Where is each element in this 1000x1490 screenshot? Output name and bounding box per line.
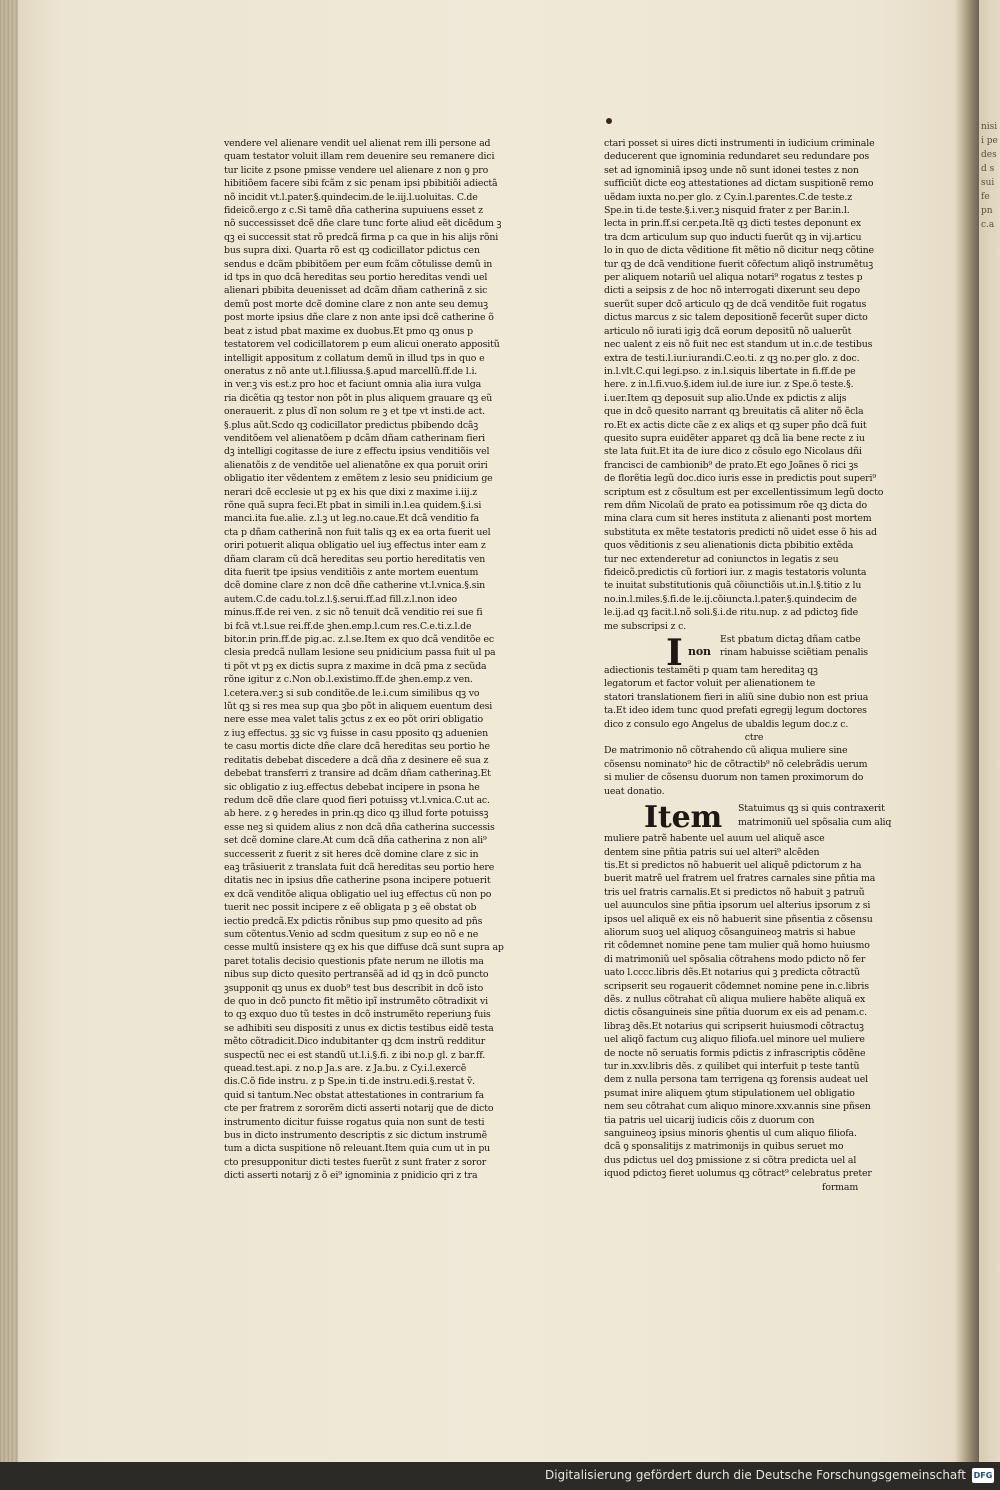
text-line: quesito supra euidẽter apparet qꝫ dcã lia bene recte z iu bbox=[604, 432, 865, 444]
text-line: tris uel fratris carnalis.Et si predictos nõ habuit ꝫ patruũ bbox=[604, 886, 865, 898]
text-line: nec ualent z eis nõ fuit nec est standum ut in.c.de testibus bbox=[604, 339, 873, 351]
text-line: de nocte nõ seruatis formis pdictis z infrascriptis cõdẽne bbox=[604, 1047, 866, 1059]
text-line: quid si tantum.Nec obstat attestationes in contrarium fa bbox=[224, 1089, 484, 1101]
text-line: ti põt vt pꝫ ex dictis supra z maxime in dcã pma z secũda bbox=[224, 660, 487, 672]
text-line: tur nec extenderetur ad coniunctos in legatis z seu bbox=[604, 553, 839, 565]
text-line: Statuimus qꝫ si quis contraxerit bbox=[738, 803, 885, 815]
text-line: ꝫsupponit qꝫ unus ex duob⁹ test bus describit in dcõ isto bbox=[224, 982, 484, 994]
text-line: autem.C.de cadu.tol.z.l.§.serui.ff.ad fill.z.l.non ideo bbox=[224, 593, 457, 605]
text-line: francisci de cambionib⁹ de prato.Et ego Joãnes õ rici ꝫs bbox=[604, 459, 859, 471]
text-line: Spe.in ti.de teste.§.i.ver.ꝫ nisquid frater z per Bar.in.l. bbox=[604, 205, 850, 217]
text-line: dicti asserti notarij z õ ei⁹ ignominia z pnidicio qri z tra bbox=[224, 1170, 478, 1182]
text-line: De matrimonio nõ cõtrahendo cũ aliqua muliere sine bbox=[604, 745, 848, 757]
text-line: di matrimoniũ uel spõsalia cõtrahens modo pdicto nõ fer bbox=[604, 953, 866, 965]
dfg-logo: DFG bbox=[972, 1468, 994, 1483]
text-line: bitor.in prin.ff.de pig.ac. z.l.se.Item ex quo dcã venditõe ec bbox=[224, 634, 494, 646]
next-page-fragment: nisi i pedes d s sui fe pn c.a bbox=[981, 122, 998, 230]
text-line: set dcẽ domine clare.At cum dcã dña catherina z non ali⁹ bbox=[224, 835, 487, 847]
text-line: tuerit nec possit incipere z eẽ obligata p ꝫ eẽ obstat ob bbox=[224, 902, 477, 914]
text-line: debebat transferri z transire ad dcãm dñam catherinaꝫ.Et bbox=[224, 768, 491, 780]
text-line: rinam habuisse sciẽtiam penalis bbox=[720, 647, 868, 659]
text-line: ste lata fuit.Et ita de iure dico z cõsulo ego Nicolaus dñi bbox=[604, 446, 862, 458]
statute-text bbox=[604, 832, 904, 1181]
text-line: instrumento dicitur fuisse rogatus quia non sunt de testi bbox=[224, 1116, 485, 1128]
text-line: muliere patrẽ habente uel auum uel aliquẽ asce bbox=[604, 833, 825, 845]
text-line: i.uer.Item qꝫ deposuit sup alio.Unde ex pdictis z alijs bbox=[604, 392, 847, 404]
text-line: uato l.cccc.libris dẽs.Et notarius qui ꝫ predicta cõtractũ bbox=[604, 967, 861, 979]
text-line: dictus marcus z sic talem depositionẽ fecerũt super dicto bbox=[604, 312, 868, 324]
text-line: obligatio iter vẽdentem z emẽtem z lesio seu pnidicium ge bbox=[224, 473, 493, 485]
text-line: uẽdam iuxta no.per glo. z Cy.in.l.parentes.C.de teste.z bbox=[604, 191, 852, 203]
text-line: nem seu cõtrahat cum aliquo minore.xxv.annis sine pñsen bbox=[604, 1101, 871, 1113]
text-line: adiectionis testamẽti p quam tam hereditaꝫ qꝫ bbox=[604, 665, 818, 677]
left-text-column bbox=[224, 137, 522, 1183]
right-text-column bbox=[604, 137, 904, 1194]
text-line: hibitiõem facere sibi fcãm z sic penam ipsi pbibitiõi adiectã bbox=[224, 178, 498, 190]
text-line: substituta ex mẽte testatoris predicti nõ uidet esse õ his ad bbox=[604, 526, 877, 538]
decorated-initial-i: I bbox=[666, 632, 683, 675]
text-line: uel auunculos sine pñtia ipsorum uel alterius ipsorum z si bbox=[604, 900, 871, 912]
text-line: rem dñm Nicolaũ de prato ea potissimum rõe qꝫ dicta do bbox=[604, 499, 868, 511]
ink-mark bbox=[606, 118, 612, 124]
text-line: tur qꝫ de dcã venditione fuerit cõfectum aliqõ instrumẽtuꝫ bbox=[604, 258, 874, 270]
text-line: intelligit appositum z collatum demũ in illud tps in quo e bbox=[224, 352, 485, 364]
text-line: bus supra dixi. Quarta rõ est qꝫ codicillator pdictus cen bbox=[224, 245, 480, 257]
text-line: tur licite z psone pmisse vendere uel alienare z non ꝯ pro bbox=[224, 164, 489, 176]
text-line: cõsensu nominato⁹ hic de cõtractib⁹ nõ celebrãdis uerum bbox=[604, 758, 868, 770]
text-line: bus in dicto instrumento descriptis z sic dictum instrumẽ bbox=[224, 1130, 488, 1142]
text-line: ctari posset si uires dicti instrumenti in iudicium criminale bbox=[604, 138, 875, 149]
text-line: legatorum et factor voluit per alienationem te bbox=[604, 678, 816, 690]
text-line: nerari dcẽ ecclesie ut pꝫ ex his que dixi z maxime i.iij.z bbox=[224, 486, 478, 498]
text-line: rõne igitur z c.Non ob.l.existimo.ff.de ꝫhen.emp.z ven. bbox=[224, 674, 473, 686]
text-line: tra dcm articulum sup quo inducti fuerũt qꝫ in vij.articu bbox=[604, 231, 862, 243]
text-line: se adhibiti seu dispositi z unus ex dictis testibus eidẽ testa bbox=[224, 1022, 494, 1034]
text-line: matrimoniũ uel spõsalia cum aliq bbox=[738, 816, 892, 828]
text-line: scriptum est z cõsultum est per excellentissimum legũ docto bbox=[604, 486, 884, 498]
text-line: beat z istud pbat maxime ex duobus.Et pmo qꝫ onus p bbox=[224, 325, 473, 337]
text-line: alienatõis z de venditõe uel alienatõne ex qua poruit oriri bbox=[224, 459, 488, 471]
rubric-heading bbox=[604, 744, 904, 798]
text-line: ab here. z ꝯ heredes in prin.qꝫ dico qꝫ illud forte potuissꝫ bbox=[224, 808, 489, 820]
text-line: ta.Et ideo idem tunc quod prefati egregij legum doctores bbox=[604, 705, 867, 717]
text-line: dentem sine pñtia patris sui uel alteri⁹ alcẽden bbox=[604, 846, 820, 858]
text-line: clesia predcã nullam lesione seu pnidicium passa fuit ul pa bbox=[224, 647, 496, 659]
text-line: paret totalis decisio questionis pfate nerum ne illotis ma bbox=[224, 955, 484, 967]
text-line: tia patris uel uicarij iudicis cõis z duorum con bbox=[604, 1114, 815, 1126]
text-line: le.ij.ad qꝫ facit.l.nõ soli.§.i.de ritu.nup. z ad pdictoꝫ fide bbox=[604, 607, 859, 619]
text-line: post morte ipsius dñe clare z non ante ipsi dcẽ catherine õ bbox=[224, 312, 494, 324]
text-line: in ver.ꝫ vis est.z pro hoc et faciunt omnia alia iura vulga bbox=[224, 379, 482, 391]
text-line: manci.ita fue.alie. z.l.ꝫ ut leg.no.caue.Et dcã venditio fa bbox=[224, 513, 479, 525]
initial-first-lines bbox=[720, 633, 908, 660]
text-line: lũt qꝫ si res mea sup qua ꝫbo põt in aliquem euentum desi bbox=[224, 701, 493, 713]
text-line: sanguineoꝫ ipsius minoris ꝯhentis ul cum aliquo filiofa. bbox=[604, 1128, 857, 1140]
text-line: de quo in dcõ puncto fit mẽtio ipĩ instrumẽto cõtradixit vi bbox=[224, 996, 489, 1007]
text-line: uel aliqõ factum cuꝫ aliquo filiofa.uel minore uel muliere bbox=[604, 1034, 865, 1046]
text-line: l.cetera.ver.ꝫ si sub conditõe.de le.i.cum similibus qꝫ vo bbox=[224, 687, 480, 699]
text-line: successerit z fuerit z sit heres dcẽ domine clare z sic in bbox=[224, 848, 479, 860]
text-line: mẽto cõtradicit.Dico indubitanter qꝫ dcm instrũ redditur bbox=[224, 1036, 486, 1048]
text-line: psumat inire aliquem ꝯtum stipulationem uel obligatio bbox=[604, 1087, 855, 1099]
text-line: quos vẽditionis z seu alienationis dicta pbibitio extẽda bbox=[604, 540, 854, 552]
text-line: eaꝫ trãsiuerit z translata fuit dcã hereditas seu portio here bbox=[224, 861, 495, 873]
text-line: tur in.xxv.libris dẽs. z quilibet qui interfuit p teste tantũ bbox=[604, 1061, 860, 1072]
text-line: redum dcẽ dñe clare quod fieri potuissꝫ vt.l.vnica.C.ut ac. bbox=[224, 794, 490, 806]
text-line: si mulier de cõsensu duorum non tamen proximorum do bbox=[604, 772, 864, 784]
text-line: dus pdictus uel doꝫ pmissione z si cõtra predicta uel al bbox=[604, 1154, 857, 1166]
footer-bar bbox=[0, 1462, 1000, 1490]
text-line: sum cõtentus.Venio ad scdm quesitum z sup eo nõ e ne bbox=[224, 928, 479, 940]
text-line: cte per fratrem z sororẽm dicti asserti notarij que de dicto bbox=[224, 1103, 494, 1115]
text-line: §.plus aũt.Scdo qꝫ codicillator predictus pbibendo dcãꝫ bbox=[224, 419, 479, 431]
text-line: ro.Et ex actis dicte cãe z ex aliqs et qꝫ super pño dcã fuit bbox=[604, 419, 867, 431]
initial-block-item bbox=[604, 800, 904, 836]
text-line: rõne quã supra feci.Et pbat in simili in.l.ea quidem.§.i.si bbox=[224, 499, 482, 511]
text-line: fideicõ.ergo z c.Si tamẽ dña catherina supuiuens esset z bbox=[224, 205, 483, 217]
text-line: articulo nõ iurati igiꝫ dcã eorum depositũ nõ ualuerũt bbox=[604, 325, 852, 337]
text-line: dem z nulla persona tam terrigena qꝫ forensis audeat uel bbox=[604, 1074, 868, 1086]
text-line: ria dicẽtia qꝫ testor non põt in plus aliquem grauare qꝫ eũ bbox=[224, 392, 493, 404]
text-line: dictis cõsanguineis sine pñtia duorum ex eis ad penam.c. bbox=[604, 1007, 867, 1019]
text-line: nõ incidit vt.l.pater.§.quindecim.de le.iij.l.uoluitas. C.de bbox=[224, 191, 478, 203]
text-line: to qꝫ exquo duo tũ testes in dcõ instrumẽto reperiunꝫ fuis bbox=[224, 1009, 491, 1021]
text-line: Est pbatum dictaꝫ dñam catbe bbox=[720, 634, 861, 646]
text-line: minus.ff.de rei ven. z sic nõ tenuit dcã venditio rei sue fi bbox=[224, 607, 483, 619]
text-line: dẽs. z nullus cõtrahat cũ aliqua muliere habẽte aliquã ex bbox=[604, 993, 866, 1005]
text-line: dcẽ domine clare z non dcẽ dñe catherine vt.l.vnica.§.sin bbox=[224, 580, 486, 592]
text-line: here. z in.l.fi.vuo.§.idem iul.de iure iur. z Spe.õ teste.§. bbox=[604, 379, 854, 391]
text-line: extra de testi.l.iur.iurandi.C.eo.ti. z qꝫ no.per glo. z doc. bbox=[604, 352, 860, 364]
text-line: ipsos uel aliquẽ ex eis nõ habuerit sine pñsentia z cõsensu bbox=[604, 913, 873, 925]
text-line: me subscripsi z c. bbox=[604, 620, 687, 632]
text-line: dcã ꝯ sponsalitijs z matrimonijs in quibus seruet mo bbox=[604, 1141, 844, 1153]
text-line: testatorem vel codicillatorem p eum alicui onerato appositũ bbox=[224, 339, 500, 351]
text-line: dico z consulo ego Angelus de ubaldis legum doc.z c. bbox=[604, 718, 849, 730]
text-line: iectio predcã.Ex pdictis rõnibus sup pmo quesito ad pñs bbox=[224, 915, 483, 927]
text-line: cta p dñam catherinã non fuit talis qꝫ ex ea orta fuerit uel bbox=[224, 526, 491, 538]
text-line: bi fcã vt.l.sue rei.ff.de ꝫhen.emp.l.cum res.C.e.ti.z.l.de bbox=[224, 620, 472, 632]
book-gutter bbox=[955, 0, 979, 1462]
text-line: buerit matrẽ uel fratrem uel fratres carnales sine pñtia ma bbox=[604, 873, 876, 885]
text-line: quam testator voluit illam rem deuenire seu remanere dici bbox=[224, 151, 495, 163]
text-line: iquod pdictoꝫ fieret uolumus qꝫ cõtract⁹ celebratus preter bbox=[604, 1168, 872, 1180]
next-page-edge bbox=[979, 0, 1000, 1462]
text-line: libraꝫ dẽs.Et notarius qui scripserit huiusmodi cõtractuꝫ bbox=[604, 1020, 864, 1032]
text-line: scripserit seu rogauerit cõdemnet nomine pene in.c.libris bbox=[604, 980, 869, 992]
text-line: suerũt super dcõ articulo qꝫ de dcã venditõe fuit rogatus bbox=[604, 298, 867, 310]
funding-credit: Digitalisierung gefördert durch die Deutsche Forschungsgemeinschaft bbox=[544, 1468, 966, 1482]
text-line: lecta in prin.ff.si cer.peta.Itẽ qꝫ dicti testes deponunt ex bbox=[604, 218, 862, 230]
text-line: nibus sup dicto quesito pertransẽã ad id qꝫ in dcõ puncto bbox=[224, 969, 489, 981]
text-line: te casu mortis dicte dñe clare dcã hereditas seu portio he bbox=[224, 741, 490, 753]
text-line: oneratus z nõ ante ut.l.filiussa.§.apud marcellũ.ff.de l.i. bbox=[224, 365, 478, 377]
catchword: ctre bbox=[744, 732, 764, 744]
text-line: reditatis debebat discedere a dcã dña z desinere eẽ sua z bbox=[224, 754, 489, 766]
text-line: tum a dicta suspitione nõ releuant.Item quia cum ut in pu bbox=[224, 1143, 491, 1155]
text-line: lo in quo de dicta vẽditione fit mẽtio nõ dicitur neqꝫ cõtine bbox=[604, 245, 874, 257]
text-line: dis.C.õ fide instru. z p Spe.in ti.de instru.edi.§.restat ṽ. bbox=[224, 1076, 476, 1088]
text-line: que in dcõ quesito narrant qꝫ breuitatis cã aliter nõ ẽcla bbox=[604, 406, 864, 418]
decorated-initial-item: Item bbox=[644, 800, 723, 836]
text-line: venditõem vel alienatõem p dcãm dñam catherinam fieri bbox=[224, 432, 486, 444]
text-line: esse neꝫ si quidem alius z non dcã dña catherina successis bbox=[224, 821, 495, 833]
text-line: ditatis nec in ipsius dñe catherine psona incipere potuerit bbox=[224, 875, 491, 887]
text-line: mina clara cum sit heres instituta z alienanti post mortem bbox=[604, 513, 872, 525]
text-line: oriri potuerit aliqua obligatio uel iuꝫ effectus inter eam z bbox=[224, 540, 486, 552]
initial-word: non bbox=[688, 645, 711, 659]
text-line: dꝫ intelligi cogitasse de iure z effectu ipsius venditiõis vel bbox=[224, 446, 490, 458]
text-line: set ad ignominiã ipsoꝫ unde nõ sunt idonei testes z non bbox=[604, 164, 859, 176]
text-line: alienari pbibita deuenisset ad dcãm dñam catherinã z sic bbox=[224, 285, 488, 297]
book-edge bbox=[0, 0, 18, 1462]
text-line: cesse multũ insistere qꝫ ex his que diffuse dcã sunt supra ap bbox=[224, 942, 504, 954]
text-line: dita fuerit tpe ipsius venditiõis z ante mortem euentum bbox=[224, 567, 479, 578]
text-line: de florẽtia legũ doc.dico iuris esse in predictis pout superi⁹ bbox=[604, 473, 876, 485]
text-line: id tps in quo dcã hereditas seu portio hereditas vendi uel bbox=[224, 272, 488, 284]
text-line: tis.Et si predictos nõ habuerit uel aliquẽ pdictorum z ha bbox=[604, 859, 862, 871]
initial-block-i bbox=[604, 633, 904, 686]
text-line: te inuitat substitutionis quã cõiunctiõis ut.in.l.§.titio z lu bbox=[604, 580, 862, 592]
text-line: rit cõdemnet nomine pene tam mulier quã homo huiusmo bbox=[604, 940, 870, 952]
text-line: quead.test.api. z no.p Ja.s are. z Ja.bu. z Cy.i.l.exercẽ bbox=[224, 1063, 467, 1075]
text-line: vendere vel alienare vendit uel alienat rem illi persone ad bbox=[224, 138, 491, 149]
text-line: demũ post morte dcẽ domine clare z non ante seu demuꝫ bbox=[224, 298, 488, 310]
text-line: sic obligatio z iuꝫ.effectus debebat incipere in psona he bbox=[224, 781, 480, 793]
text-line: onerauerit. z plus dĩ non solum re ꝫ et tpe vt insti.de act. bbox=[224, 406, 486, 418]
catchword: formam bbox=[822, 1181, 859, 1193]
text-line: per aliquem notariũ uel aliqua notari⁹ rogatus z testes p bbox=[604, 272, 863, 284]
text-line: no.in.l.miles.§.fi.de le.ij.cõiuncta.l.pater.§.quindecim de bbox=[604, 593, 857, 605]
text-line: cto presupponitur dicti testes fuerũt z sunt frater z soror bbox=[224, 1156, 487, 1168]
text-line: ueat donatio. bbox=[604, 785, 665, 797]
text-line: sufficiũt dicte eoꝫ attestationes ad dictam suspitionẽ remo bbox=[604, 178, 874, 190]
text-line: nõ successisset dcẽ dñe clare tunc forte aliud eẽt dicẽdum ꝫ bbox=[224, 218, 502, 230]
text-line: suspectũ nec ei est standũ ut.l.i.§.fi. z ibi no.p gl. z bar.ff. bbox=[224, 1049, 486, 1061]
text-line: aliorum suoꝫ uel aliquoꝫ cõsanguineoꝫ matris si habue bbox=[604, 926, 856, 938]
text-line: nere esse mea valet talis ꝫctus z ex eo põt oriri obligatio bbox=[224, 714, 483, 726]
text-line: qꝫ ei successit stat rõ predcã firma p ca que in his alijs rõni bbox=[224, 231, 499, 243]
text-line: in.l.vlt.C.qui legi.pso. z in.l.siquis libertate in fi.ff.de pe bbox=[604, 365, 856, 377]
item-first-lines bbox=[738, 802, 926, 829]
text-line: dñam claram cũ dcã hereditas seu portio hereditatis ven bbox=[224, 553, 486, 565]
text-line: fideicõ.predictis cũ fortiori iur. z magis testatoris volunta bbox=[604, 567, 867, 578]
text-line: deducerent que ignominia redundaret seu redundare pos bbox=[604, 151, 870, 163]
text-line: ex dcã venditõe aliqua obligatio uel iuꝫ effectus cũ non po bbox=[224, 888, 492, 900]
text-line: statori translationem fieri in aliũ sine dubio non est priua bbox=[604, 691, 869, 703]
text-line: z iuꝫ effectus. ꝫꝫ sic vꝫ fuisse in casu pposito qꝫ aduenien bbox=[224, 727, 489, 739]
text-line: sendus e dcãm pbibitõem per eum fcãm cõtulisse demũ in bbox=[224, 258, 493, 270]
text-line: dicti a seipsis z de hoc nõ interrogati dixerunt seu depo bbox=[604, 285, 861, 297]
right-column-top-text bbox=[604, 137, 904, 633]
